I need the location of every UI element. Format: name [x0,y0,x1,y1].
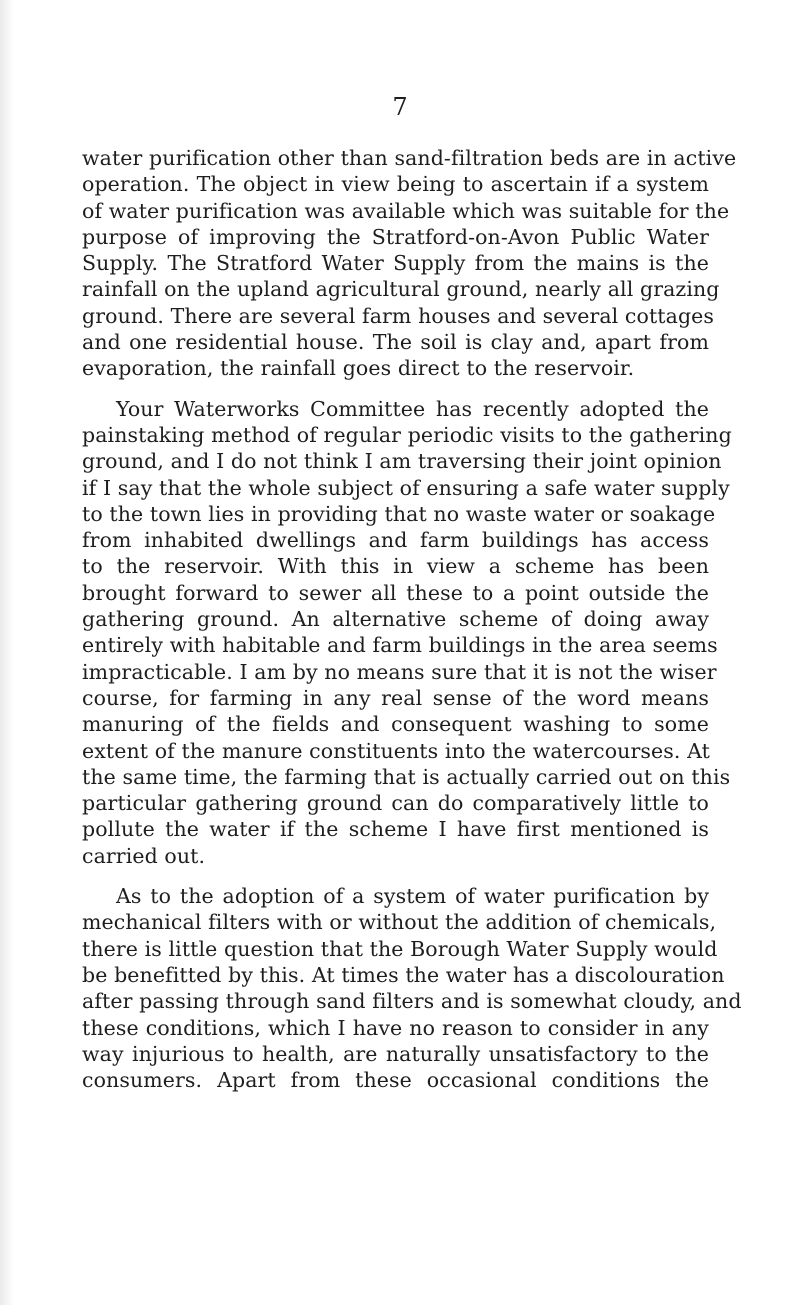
text-line: of water purification was available which was suitable for the [82,198,730,223]
text-line: consumers. Apart from these occasional conditions the [82,1068,709,1093]
text-line: extent of the manure constituents into the watercourses. At [82,738,710,763]
text-line: way injurious to health, are naturally unsatisfactory to the [82,1041,709,1066]
text-line: to the town lies in providing that no waste water or soakage [82,501,716,526]
text-line: purpose of improving the Stratford-on-Avon Public Water [82,224,709,249]
text-line: be benefitted by this. At times the water has a discolouration [82,962,725,987]
text-line: impracticable. I am by no means sure that it is not the wiser [82,659,717,684]
text-line: entirely with habitable and farm buildings in the area seems [82,633,718,658]
text-line: these conditions, which I have no reason to consider in any [82,1015,709,1040]
text-line: ground, and I do not think I am traversing their joint opinion [82,449,722,474]
text-line: brought forward to sewer all these to a point outside the [82,580,709,605]
paragraph-3 [82,883,742,1093]
text-line: painstaking method of regular periodic visits to the gathering [82,422,732,447]
text-line: particular gathering ground can do comparatively little to [82,791,709,816]
text-line: As to the adoption of a system of water purification by [116,884,709,909]
text-line: manuring of the fields and consequent washing to some [82,712,709,737]
text-line: the same time, the farming that is actually carried out on this [82,764,731,789]
text-line: rainfall on the upland agricultural ground, nearly all grazing [82,277,720,302]
text-line: mechanical filters with or without the addition of chemicals, [82,910,717,935]
text-line: ground. There are several farm houses and several cottages [82,303,715,328]
text-line: gathering ground. An alternative scheme of doing away [82,607,709,632]
page-number: 7 [392,93,408,121]
text-line: and one residential house. The soil is clay and, apart from [82,330,709,355]
text-line: there is little question that the Borough Water Supply would [82,936,718,961]
text-line: after passing through sand filters and is somewhat cloudy, and [82,989,742,1014]
paragraph-2 [82,396,732,869]
text-line: from inhabited dwellings and farm buildings has access [82,528,709,553]
text-line: evaporation, the rainfall goes direct to the reservoir. [82,356,635,381]
text-line: Supply. The Stratford Water Supply from the mains is the [82,251,709,276]
text-line: operation. The object in view being to ascertain if a system [82,172,709,197]
text-line: water purification other than sand-filtration beds are in active [82,146,737,170]
text-line: Your Waterworks Committee has recently adopted the [116,396,709,421]
scan-shadow [0,0,14,1305]
text-line: if I say that the whole subject of ensuring a safe water supply [82,475,730,500]
body-text [82,145,742,1093]
text-line: to the reservoir. With this in view a scheme has been [82,554,709,579]
text-line: pollute the water if the scheme I have first mentioned is [82,817,709,842]
text-line: course, for farming in any real sense of the word means [82,685,709,710]
paragraph-1 [82,145,737,382]
text-line: carried out. [82,843,206,868]
